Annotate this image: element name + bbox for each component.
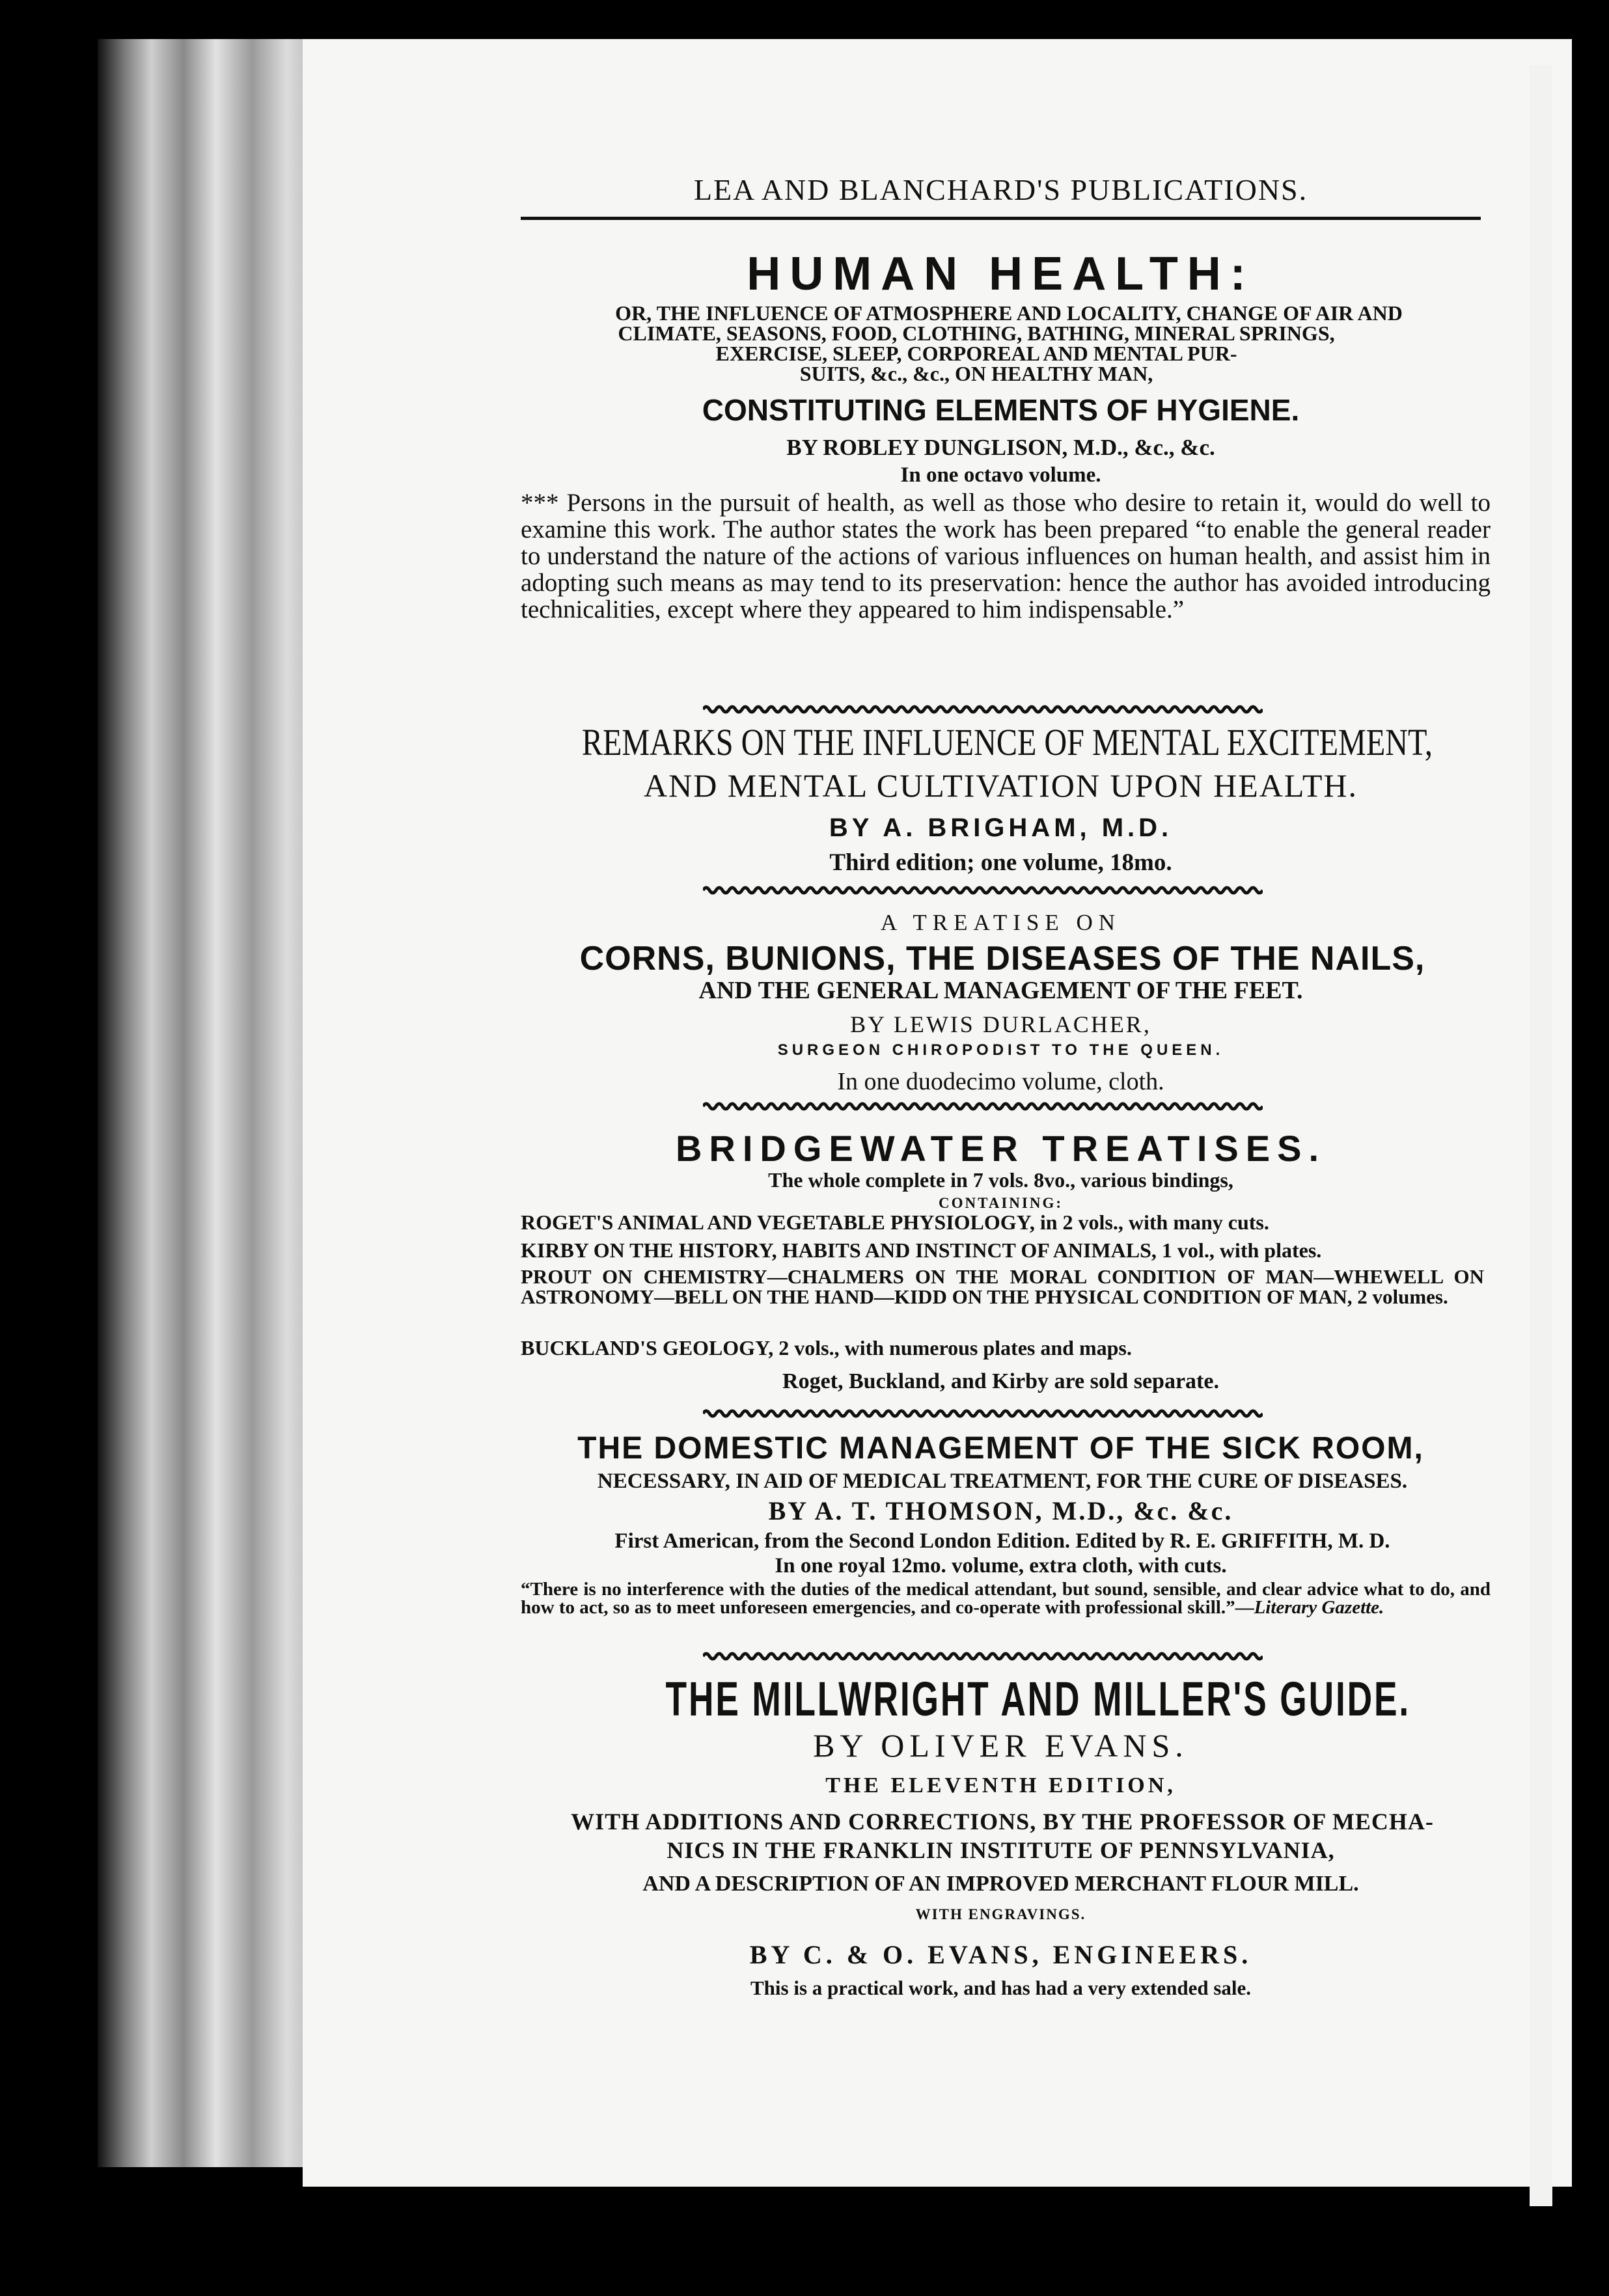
engravings-label: WITH ENGRAVINGS.: [915, 1906, 1086, 1922]
listing-note: Roget, Buckland, and Kirby are sold separate.: [782, 1369, 1219, 1393]
contents-item: PROUT ON CHEMISTRY—CHALMERS ON THE MORAL CONDITION OF MAN—WHEWELL ON ASTRONOMY—BELL ON THE HAND—KIDD ON THE PHYSICAL CONDITION OF MAN, 2 volumes.: [521, 1265, 1484, 1308]
wavy-divider: [703, 1650, 1263, 1663]
listing-title: CORNS, BUNIONS, THE DISEASES OF THE NAILS,: [579, 940, 1425, 977]
header-rule: [521, 217, 1481, 220]
listing-subtitle: The whole complete in 7 vols. 8vo., various bindings,: [768, 1168, 1233, 1192]
listing-title: AND MENTAL CULTIVATION UPON HEALTH.: [643, 767, 1358, 804]
facing-page-edge: [1530, 65, 1552, 2206]
listing-author: BY A. T. THOMSON, M.D., &c. &c.: [768, 1496, 1233, 1525]
listing-format: In one octavo volume.: [900, 463, 1101, 487]
listing-prefix: A TREATISE ON: [880, 910, 1121, 935]
listing-title: AND THE GENERAL MANAGEMENT OF THE FEET.: [698, 977, 1303, 1004]
containing-label: CONTAINING:: [938, 1195, 1064, 1211]
listing-author: BY ROBLEY DUNGLISON, M.D., &c., &c.: [786, 435, 1215, 460]
listing-title: THE MILLWRIGHT AND MILLER'S GUIDE.: [665, 1672, 1411, 1726]
listing-edition: THE ELEVENTH EDITION,: [825, 1773, 1176, 1797]
author-role: SURGEON CHIROPODIST TO THE QUEEN.: [777, 1041, 1224, 1059]
contents-item: KIRBY ON THE HISTORY, HABITS AND INSTINCT OF ANIMALS, 1 vol., with plates.: [521, 1238, 1322, 1262]
listing-author: BY OLIVER EVANS.: [813, 1727, 1189, 1764]
quote-text: “There is no interference with the duties of the medical attendant, but sound, sensible, and clear advice what to do, and how to act, so as to meet unforeseen emergencies, and co-operate with professional skill.”—: [521, 1579, 1491, 1618]
listing-author: BY LEWIS DURLACHER,: [850, 1011, 1151, 1037]
wavy-divider: [703, 703, 1263, 716]
review-quote: [521, 1580, 1491, 1617]
listing-subtitle: NECESSARY, IN AID OF MEDICAL TREATMENT, FOR THE CURE OF DISEASES.: [597, 1469, 1408, 1493]
listing-format: In one royal 12mo. volume, extra cloth, with cuts.: [775, 1554, 1227, 1578]
listing-title: HUMAN HEALTH:: [747, 248, 1255, 300]
listing-title: BRIDGEWATER TREATISES.: [675, 1128, 1327, 1169]
wavy-divider: [703, 1407, 1263, 1420]
listing-subtitle: WITH ADDITIONS AND CORRECTIONS, BY THE PROFESSOR OF MECHA-: [571, 1809, 1434, 1835]
running-head: LEA AND BLANCHARD'S PUBLICATIONS.: [693, 173, 1308, 206]
wavy-divider: [703, 1100, 1263, 1113]
subtitle-line: OR, THE INFLUENCE OF ATMOSPHERE AND LOCALITY, CHANGE OF AIR AND: [615, 301, 1403, 325]
listing-edition: First American, from the Second London Edition. Edited by R. E. GRIFFITH, M. D.: [614, 1529, 1390, 1553]
listing-description: AND A DESCRIPTION OF AN IMPROVED MERCHANT FLOUR MILL.: [642, 1872, 1359, 1896]
listing-heading: CONSTITUTING ELEMENTS OF HYGIENE.: [702, 393, 1300, 427]
listing-engineers: BY C. & O. EVANS, ENGINEERS.: [749, 1940, 1252, 1969]
contents-item: BUCKLAND'S GEOLOGY, 2 vols., with numerous plates and maps.: [521, 1336, 1132, 1360]
listing-description: *** Persons in the pursuit of health, as well as those who desire to retain it, would do well to examine this work. The author states the work has been prepared “to enable the general reader to understand the nature of the actions of various influences on human health, and assist him in adopting such means as may tend to its preservation: hence the author has avoided introducing technicalities, except where they appeared to him indispensable.”: [521, 489, 1491, 623]
contents-item: ROGET'S ANIMAL AND VEGETABLE PHYSIOLOGY, in 2 vols., with many cuts.: [521, 1210, 1269, 1234]
listing-subtitle: NICS IN THE FRANKLIN INSTITUTE OF PENNSYLVANIA,: [667, 1837, 1335, 1863]
subtitle-line: EXERCISE, SLEEP, CORPOREAL AND MENTAL PUR-: [715, 342, 1237, 365]
wavy-divider: [703, 884, 1263, 897]
book-edge: [98, 39, 312, 2167]
listing-title: REMARKS ON THE INFLUENCE OF MENTAL EXCITEMENT,: [581, 721, 1433, 763]
listing-title: THE DOMESTIC MANAGEMENT OF THE SICK ROOM,: [577, 1431, 1424, 1466]
listing-note: This is a practical work, and has had a very extended sale.: [750, 1976, 1252, 1999]
quote-source: Literary Gazette.: [1254, 1597, 1384, 1618]
listing-format: Third edition; one volume, 18mo.: [829, 849, 1172, 876]
listing-format: In one duodecimo volume, cloth.: [837, 1068, 1164, 1095]
listing-author: BY A. BRIGHAM, M.D.: [829, 813, 1173, 842]
subtitle-line: SUITS, &c., &c., ON HEALTHY MAN,: [799, 362, 1153, 385]
subtitle-line: CLIMATE, SEASONS, FOOD, CLOTHING, BATHING, MINERAL SPRINGS,: [618, 321, 1335, 345]
